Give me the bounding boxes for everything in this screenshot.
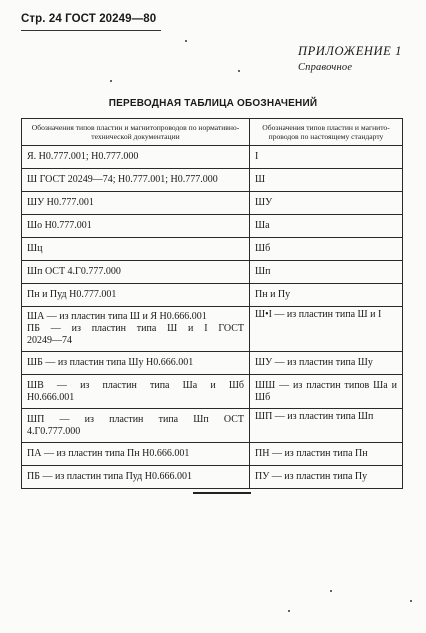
table-row	[22, 375, 403, 409]
cell-standard	[250, 443, 403, 466]
cell-text: Ша	[255, 220, 270, 231]
cell-standard	[250, 146, 403, 169]
table-row	[22, 169, 403, 192]
table-row	[22, 261, 403, 284]
cell-ntd	[22, 284, 250, 307]
cell-ntd	[22, 375, 250, 409]
appendix-subtitle: Справочное	[297, 62, 353, 73]
table-row	[22, 443, 403, 466]
cell-text: ШВ — из пластин типа Ша и Шб	[27, 379, 244, 391]
cell-text: ПБ — из пластин типа Ш и I ГОСТ	[27, 323, 244, 334]
appendix-label	[298, 44, 402, 73]
cell-standard	[250, 375, 403, 409]
cell-text: Ш ГОСТ 20249—74; Н0.777.001; Н0.777.000	[27, 174, 218, 185]
document-title: ПЕРЕВОДНАЯ ТАБЛИЦА ОБОЗНАЧЕНИЙ	[108, 98, 318, 109]
cell-ntd	[22, 215, 250, 238]
header-rule	[21, 30, 161, 31]
cell-standard	[250, 284, 403, 307]
cell-text: Ш•I — из пластин типа Ш и I	[255, 309, 382, 320]
cell-text: ПУ — из пластин типа Пу	[255, 471, 368, 482]
cell-text: Я. Н0.777.001; Н0.777.000	[27, 151, 139, 162]
cell-standard	[250, 307, 403, 352]
cell-ntd	[22, 352, 250, 375]
cell-text: ШШ — из пластин типов Ша и	[255, 379, 397, 391]
table-row	[22, 238, 403, 261]
scan-speck	[288, 610, 290, 612]
cell-ntd	[22, 192, 250, 215]
scan-speck	[410, 600, 412, 602]
cell-standard	[250, 192, 403, 215]
scan-speck	[330, 590, 332, 592]
cell-ntd	[22, 238, 250, 261]
cell-text: ШБ — из пластин типа Шу Н0.666.001	[27, 357, 194, 368]
cell-text: Шо Н0.777.001	[27, 220, 92, 231]
cell-text: Шп	[255, 266, 271, 277]
appendix-title: ПРИЛОЖЕНИЕ 1	[297, 44, 402, 58]
cell-text: ШП — из пластин типа Шп	[255, 411, 374, 422]
cell-text: I	[255, 151, 259, 162]
cell-ntd	[22, 146, 250, 169]
cell-text: ПА — из пластин типа Пн Н0.666.001	[27, 448, 190, 459]
cell-text: ШУ Н0.777.001	[27, 197, 94, 208]
page-reference: Стр. 24 ГОСТ 20249—80	[21, 13, 157, 25]
scan-speck	[185, 40, 187, 42]
header-standard-designations: Обозначения типов пластин и магнито-проводов по настоящему стандарту	[250, 119, 403, 146]
page-header	[21, 13, 156, 25]
table-row	[22, 307, 403, 352]
cell-standard	[250, 261, 403, 284]
cell-text: ПБ — из пластин типа Пуд Н0.666.001	[27, 471, 192, 482]
cell-text: Н0.666.001	[27, 391, 75, 403]
cell-standard	[250, 352, 403, 375]
table-row	[22, 352, 403, 375]
cell-standard	[250, 238, 403, 261]
conversion-table	[21, 118, 403, 489]
cell-text: Шб	[255, 391, 271, 403]
cell-text: 4.Г0.777.000	[27, 425, 81, 437]
table-header-row	[22, 119, 403, 146]
closing-rule	[193, 492, 251, 494]
cell-text: ШУ	[255, 197, 273, 208]
cell-ntd	[22, 409, 250, 443]
table-row	[22, 409, 403, 443]
scan-speck	[110, 80, 112, 82]
cell-ntd	[22, 169, 250, 192]
cell-text: Пн и Пу	[255, 289, 291, 300]
cell-ntd	[22, 466, 250, 489]
cell-standard	[250, 409, 403, 443]
cell-ntd	[22, 307, 250, 352]
cell-text: ШП — из пластин типа Шп ОСТ	[27, 413, 244, 425]
scan-speck	[238, 70, 240, 72]
table-row	[22, 192, 403, 215]
cell-text: Ш	[255, 174, 266, 185]
table-row	[22, 215, 403, 238]
cell-text: Шб	[255, 243, 271, 254]
cell-ntd	[22, 443, 250, 466]
cell-text: ША — из пластин типа Ш и Я Н0.666.001	[27, 311, 207, 322]
cell-ntd	[22, 261, 250, 284]
cell-text: Шп ОСТ 4.Г0.777.000	[27, 266, 121, 277]
table-row	[22, 284, 403, 307]
cell-text: ШУ — из пластин типа Шу	[255, 357, 373, 368]
cell-text: ПН — из пластин типа Пн	[255, 448, 368, 459]
table-row	[22, 466, 403, 489]
cell-text: Пн и Пуд Н0.777.001	[27, 289, 117, 300]
header-ntd-designations: Обозначения типов пластин и магнитопроводов по нормативно-технической документации	[22, 119, 250, 146]
cell-standard	[250, 169, 403, 192]
cell-text: 20249—74	[27, 335, 72, 346]
table-row	[22, 146, 403, 169]
cell-text: Шц	[27, 243, 43, 254]
cell-standard	[250, 215, 403, 238]
cell-standard	[250, 466, 403, 489]
